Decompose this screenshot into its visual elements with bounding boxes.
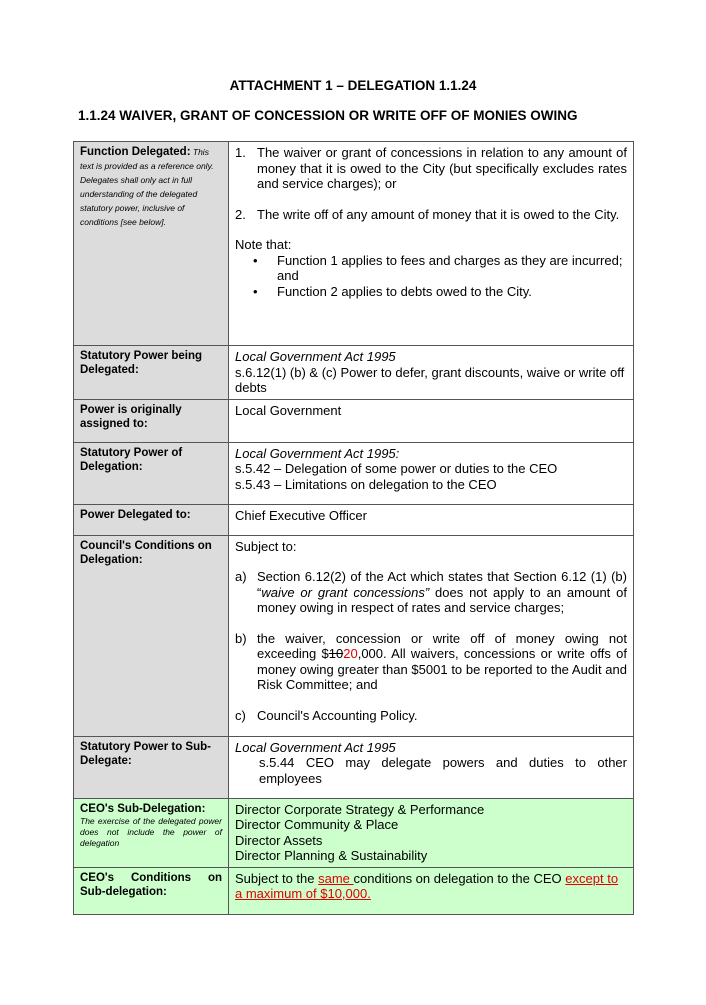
delegation-line-1: s.5.42 – Delegation of some power or duties to the CEO: [235, 461, 558, 476]
row-delegated-to: [74, 504, 634, 535]
condition-c: c) Council's Accounting Policy.: [235, 707, 418, 723]
value-function-delegated: [229, 142, 634, 346]
function-item-1: 1. The waiver or grant of concessions in relation to any amount of money that it is owed to the City (but specifically excludes rates and service charges); or: [235, 145, 627, 191]
value-delegated-to: Chief Executive Officer: [229, 504, 634, 535]
label-delegated-to: Power Delegated to:: [74, 504, 229, 535]
power-text: s.6.12(1) (b) & (c) Power to defer, grant discounts, waive or write off debts: [235, 364, 625, 395]
row-ceo-sub-delegation: [74, 798, 634, 867]
label-ceo-conditions: CEO's Conditions on Sub-delegation:: [74, 867, 229, 914]
inserted-except-clause: except to a maximum of $10,000.: [235, 870, 619, 901]
label-text: Function Delegated:: [80, 146, 191, 158]
attachment-heading: ATTACHMENT 1 – DELEGATION 1.1.24: [229, 78, 477, 93]
value-assigned: Local Government: [229, 399, 634, 442]
act-name: Local Government Act 1995: [235, 739, 396, 755]
value-ceo-sub-delegation: [229, 798, 634, 867]
row-function-delegated: [74, 142, 634, 346]
label-function-delegated: [74, 142, 229, 346]
value-statutory-power: [229, 346, 634, 400]
director-item: Director Corporate Strategy & Performance: [235, 801, 485, 817]
note-that: Note that:: [235, 237, 292, 252]
label-statutory-power: Statutory Power being Delegated:: [74, 346, 229, 400]
row-power-of-delegation: [74, 442, 634, 504]
struck-amount: 10: [328, 646, 344, 661]
label-ceo-sub-delegation: [74, 798, 229, 867]
section-title: 1.1.24 WAIVER, GRANT OF CONCESSION OR WRITE OFF OF MONIES OWING: [78, 108, 578, 123]
note-bullet-2: • Function 2 applies to debts owed to the City.: [253, 283, 532, 299]
row-sub-delegate-power: [74, 736, 634, 798]
row-assigned: [74, 399, 634, 442]
inserted-same: same: [318, 870, 354, 886]
label-assigned: Power is originally assigned to:: [74, 399, 229, 442]
inserted-amount: 20: [343, 646, 358, 661]
sub-delegate-text: s.5.44 CEO may delegate powers and duties to other employees: [259, 755, 627, 786]
delegation-line-2: s.5.43 – Limitations on delegation to the CEO: [235, 476, 497, 492]
value-power-of-delegation: [229, 442, 634, 504]
note-bullet-1: • Function 1 applies to fees and charges as they are incurred; and: [253, 252, 623, 283]
label-text: CEO's Sub-Delegation:: [80, 802, 206, 815]
label-power-of-delegation: Statutory Power of Delegation:: [74, 442, 229, 504]
reference-note: This text is provided as a reference only. Delegates shall only act in full understanding of the delegated statutory power, inclusive of conditions [see below].: [80, 147, 214, 227]
act-name: Local Government Act 1995: [235, 349, 396, 364]
label-council-conditions: Council's Conditions on Delegation:: [74, 535, 229, 736]
act-name: Local Government Act 1995:: [235, 445, 400, 461]
condition-a: a) Section 6.12(2) of the Act which states that Section 6.12 (1) (b) “waive or grant concessions” does not apply to an amount of money owing in respect of rates and service charges;: [235, 569, 627, 615]
value-sub-delegate-power: [229, 736, 634, 798]
function-item-2: 2. The write off of any amount of money that it is owed to the City.: [235, 206, 620, 222]
director-item: Director Community & Place: [235, 817, 399, 832]
director-item: Director Assets: [235, 832, 323, 848]
label-sub-delegate-power: Statutory Power to Sub-Delegate:: [74, 736, 229, 798]
row-statutory-power: [74, 346, 634, 400]
subject-to: Subject to:: [235, 538, 297, 554]
value-ceo-conditions: Subject to the same conditions on delegation to the CEO except to a maximum of $10,000.: [229, 867, 634, 914]
condition-b: b) the waiver, concession or write off of money owing not exceeding $1020,000. All waivers, concessions or write offs of money owing greater than $5001 to be reported to the Audit and Risk Committee; and: [235, 630, 627, 692]
and-text: and: [277, 268, 299, 283]
row-ceo-conditions: [74, 867, 634, 914]
value-council-conditions: [229, 535, 634, 736]
delegation-table: [73, 141, 634, 915]
sub-delegation-note: The exercise of the delegated power does not include the power of delegation: [80, 815, 222, 848]
row-council-conditions: [74, 535, 634, 736]
director-item: Director Planning & Sustainability: [235, 848, 428, 863]
